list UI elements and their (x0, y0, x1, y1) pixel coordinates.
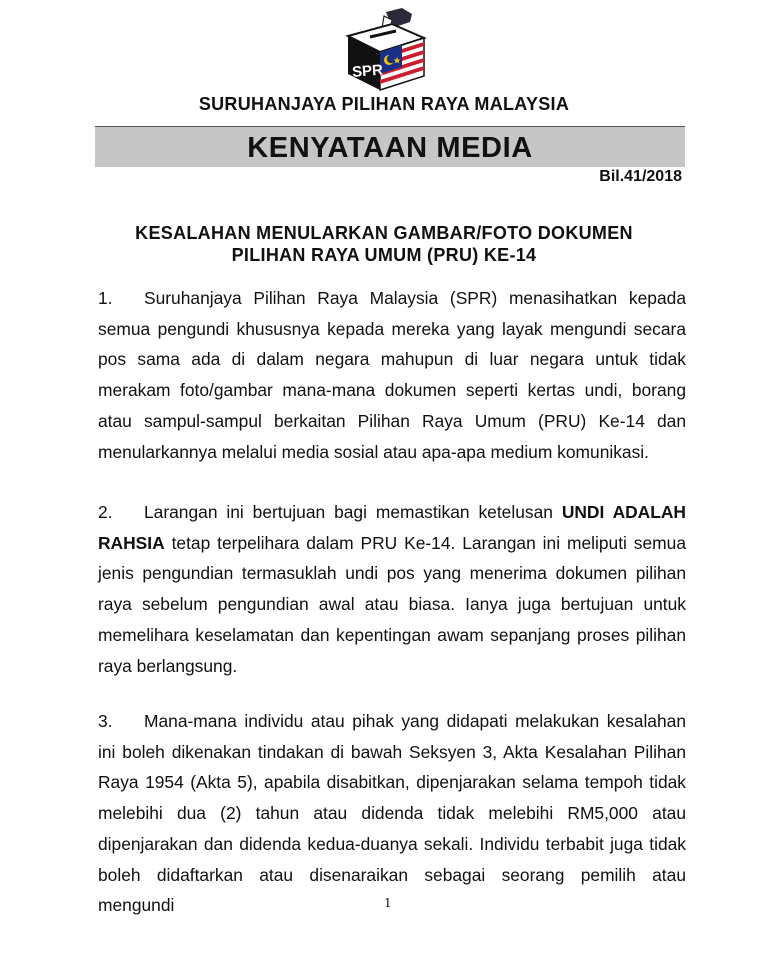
paragraph-text: Mana-mana individu atau pihak yang didapati melakukan kesalahan ini boleh dikenakan tindakan di bawah Seksyen 3, Akta Kesalahan Pilihan Raya 1954 (Akta 5), apabila disabitkan, dipenjarakan selama tempoh tidak melebihi dua (2) tahun atau didenda tidak melebihi RM5,000 atau dipenjarakan dan didenda kedua-duanya sekali. Individu terbabit juga tidak boleh didaftarkan atau disenaraikan sebagai seorang pemilih atau mengundi (98, 711, 686, 916)
media-statement-banner (95, 126, 685, 167)
title-line-2: PILIHAN RAYA UMUM (PRU) KE-14 (231, 245, 537, 265)
ballot-box-icon (340, 6, 430, 92)
paragraph-number: 2. (98, 502, 113, 522)
paragraph-2 (98, 497, 686, 681)
spr-logo (340, 6, 430, 92)
title-line-1: KESALAHAN MENULARKAN GAMBAR/FOTO DOKUMEN (135, 223, 633, 243)
agency-name: SURUHANJAYA PILIHAN RAYA MALAYSIA (198, 94, 570, 114)
reference-number: Bil.41/2018 (599, 168, 682, 185)
banner-title: KENYATAAN MEDIA (247, 132, 533, 164)
paragraph-3 (98, 706, 686, 921)
paragraph-text: tetap terpelihara dalam PRU Ke-14. Larangan ini meliputi semua jenis pengundian termasuklah undi pos yang menerima dokumen pilihan raya sebelum pengundian awal atau biasa. Ianya juga bertujuan untuk memelihara keselamatan dan kepentingan awam sepanjang proses pilihan raya berlangsung. (98, 532, 686, 676)
page-number: 1 (384, 896, 392, 910)
paragraph-text: Larangan ini bertujuan bagi memastikan ketelusan (144, 502, 562, 522)
logo-text: SPR (351, 61, 384, 81)
paragraph-text: Suruhanjaya Pilihan Raya Malaysia (SPR) menasihatkan kepada semua pengundi khususnya kepada mereka yang layak mengundi secara pos sama ada di dalam negara mahupun di luar negara untuk tidak merakam foto/gambar mana-mana dokumen seperti kertas undi, borang atau sampul-sampul berkaitan Pilihan Raya Umum (PRU) Ke-14 dan menularkannya melalui media sosial atau apa-apa medium komunikasi. (98, 288, 686, 462)
paragraph-number: 3. (98, 711, 113, 731)
paragraph-number: 1. (98, 288, 113, 308)
paragraph-1 (98, 283, 686, 467)
paragraph-bold-text: UNDI ADALAH RAHSIA (98, 502, 686, 553)
statement-title (0, 222, 768, 266)
